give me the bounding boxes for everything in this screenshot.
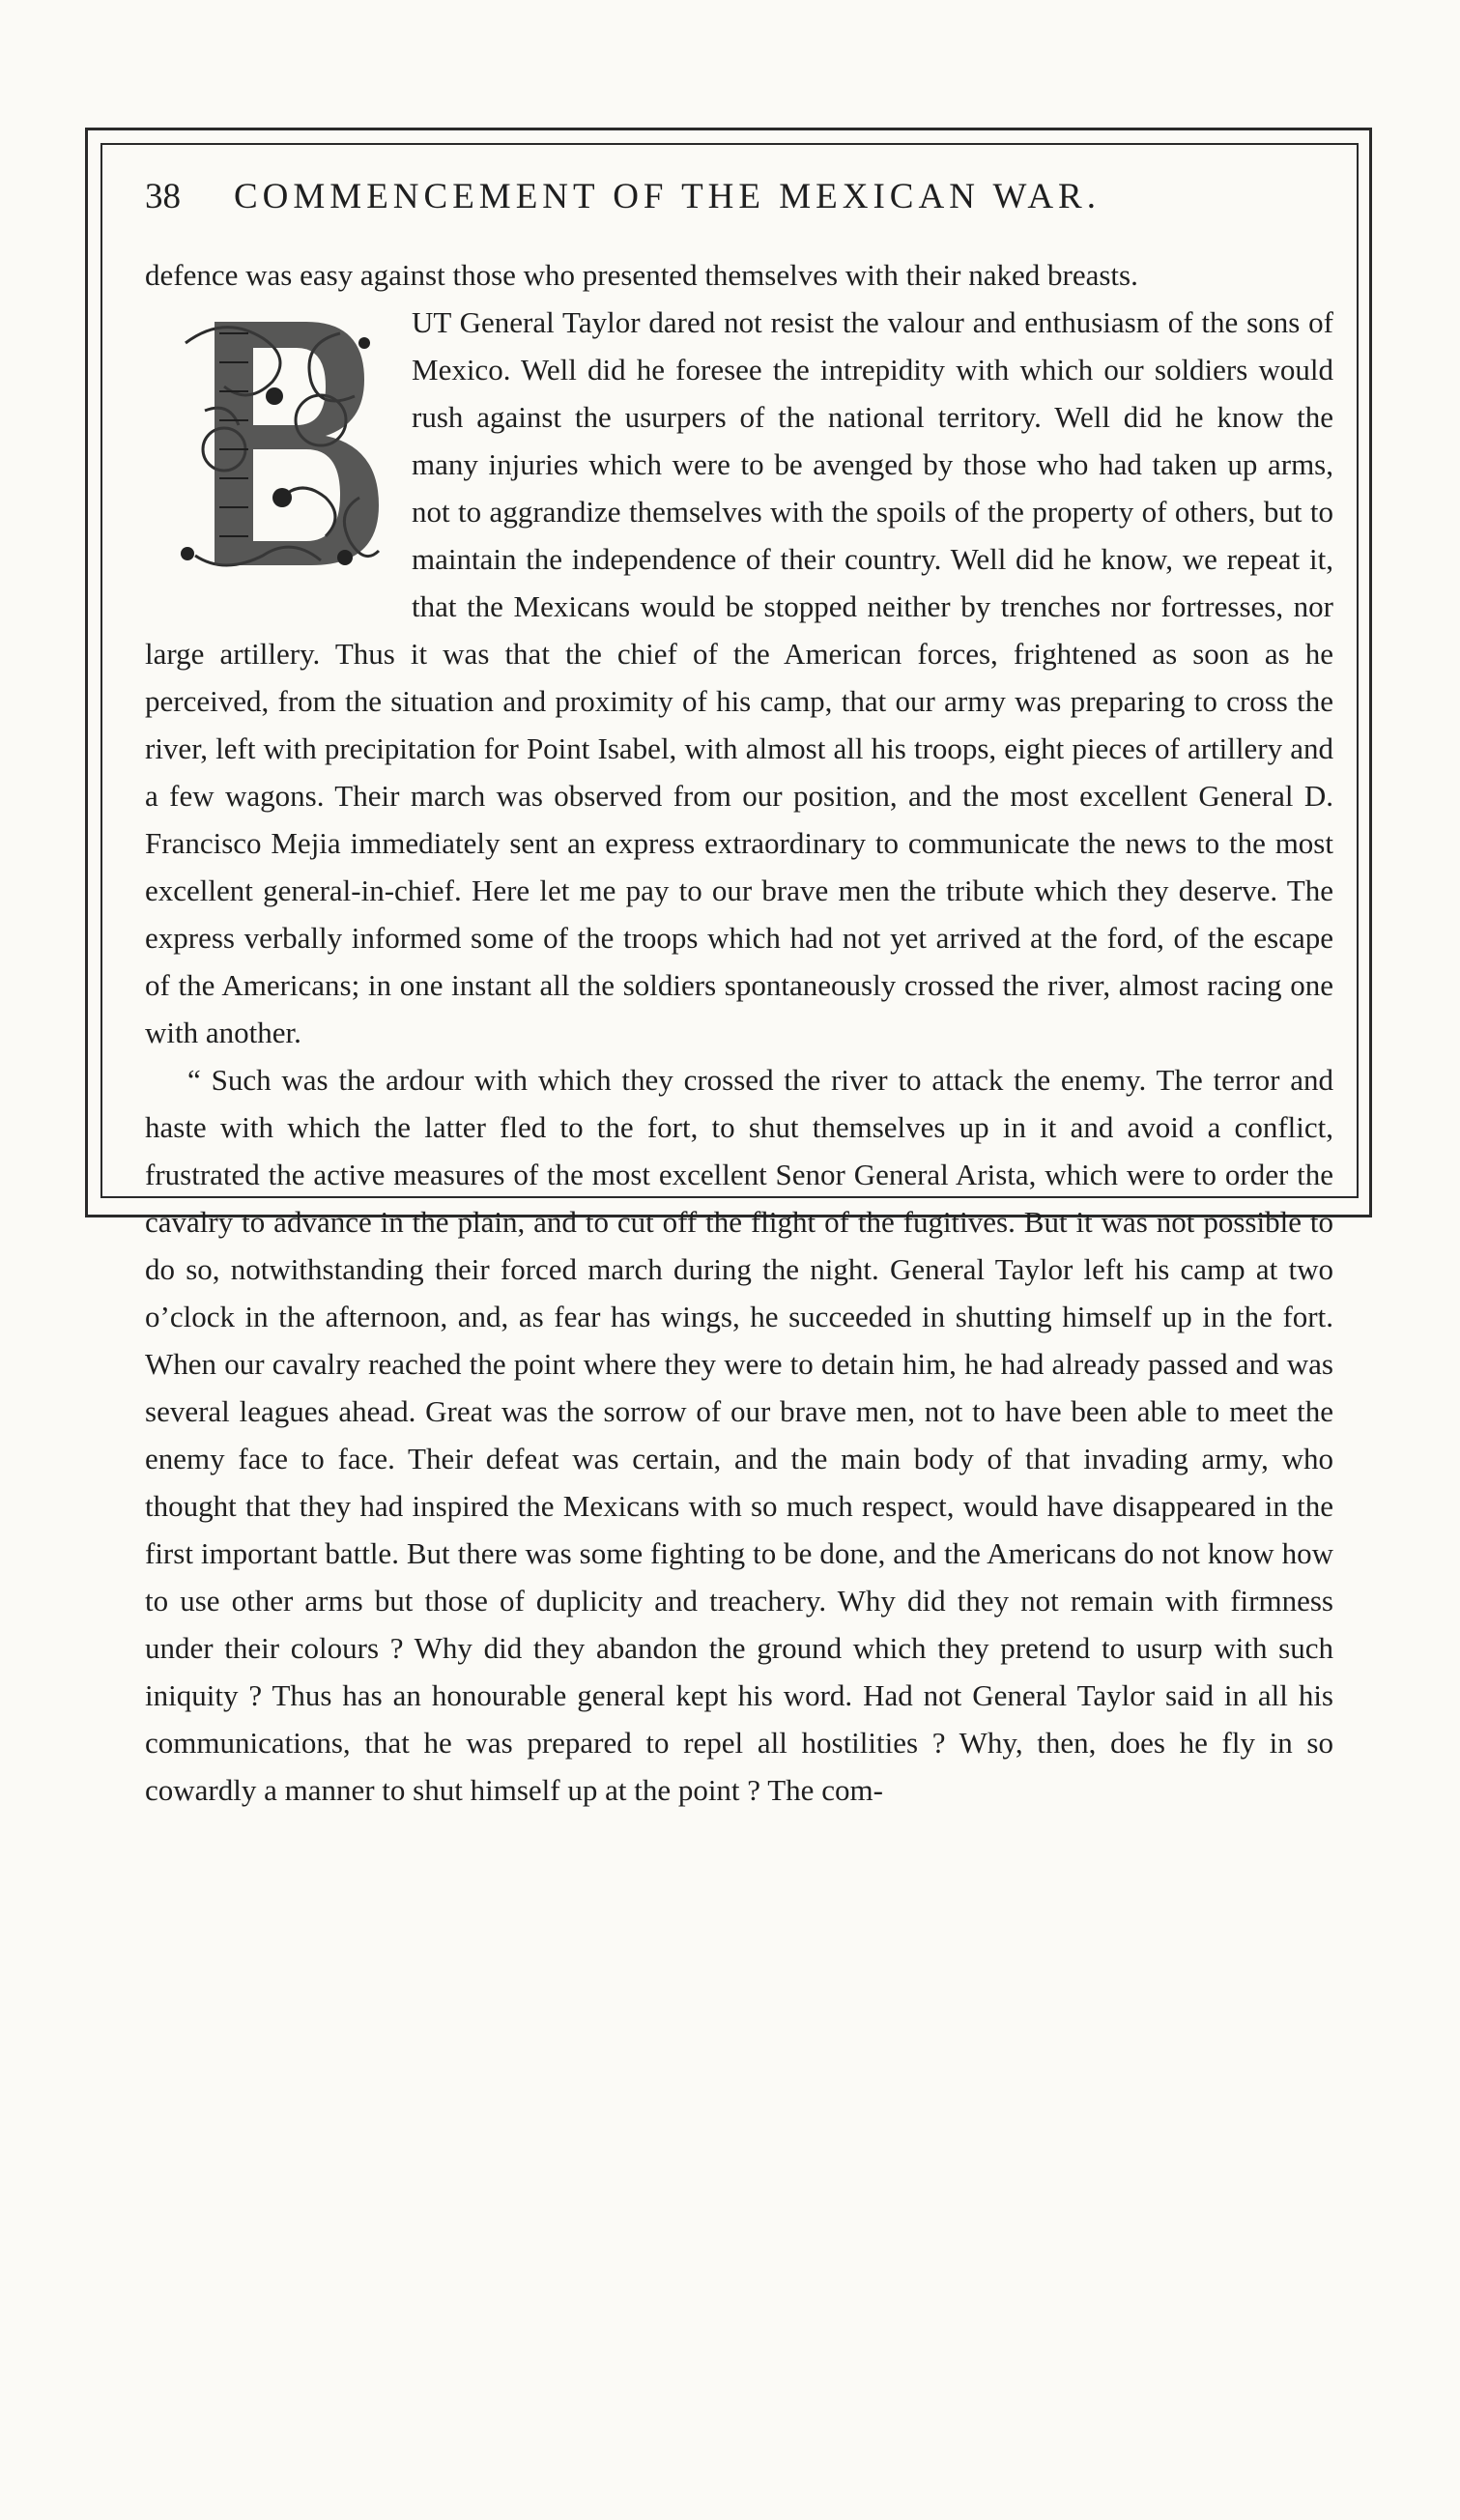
chapter-running-title: COMMENCEMENT OF THE MEXICAN WAR. [234,177,1101,216]
ornamental-initial-b-icon [166,304,390,585]
paragraph-continued: defence was easy against those who presented themselves with their naked breasts. [145,258,1138,292]
drop-cap-graphic [166,304,390,585]
paragraph-quotation: “ Such was the ardour with which they crossed the river to attack the enemy. The terror and haste with which the latter fled to the fort, to shut themselves up in it and avoid a conflict, frustrated the active measures of the most excellent Senor General Arista, which were to order the cavalry to advance in the plain, and to cut off the flight of the fugitives. But it was not possible to do so, notwithstanding their forced march during the night. General Taylor left his camp at two o’clock in the afternoon, and, as fear has wings, he succeeded in shutting himself up in the fort. When our cavalry reached the point where they were to detain him, he had already passed and was several leagues ahead. Great was the sorrow of our brave men, not to have been able to meet the enemy face to face. Their defeat was certain, and the main body of that invading army, who thought that they had inspired the Mexicans with so much respect, would have disappeared in the first important battle. But there was some fighting to be done, and the Americans do not know how to use other arms but those of duplicity and treachery. Why did they not remain with firmness under their colours ? Why did they abandon the ground which they pretend to usurp with such iniquity ? Thus has an honourable general kept his word. Had not General Taylor said in all his communications, that he was prepared to repel all hostilities ? Why, then, does he fly in so cowardly a manner to shut himself up at the point ? The com- [145,1063,1333,1807]
body-text [145,251,1333,1814]
running-head [145,176,1285,234]
page-number: 38 [145,177,181,216]
paragraph-opening: UT General Taylor dared not resist the valour and enthusiasm of the sons of Mexico. Well did he foresee the intrepidity with which our soldiers would rush against the usurpers of the national territory. Well did he know the many injuries which were to be avenged by those who had taken up arms, not to aggrandize themselves with the spoils of the property of others, but to maintain the independence of their country. Well did he know, we repeat it, that the Mexicans would be stopped neither by trenches nor fortresses, nor large artillery. Thus it was that the chief of the American forces, frightened as soon as he perceived, from the situation and proximity of his camp, that our army was preparing to cross the river, left with precipitation for Point Isabel, with almost all his troops, eight pieces of artillery and a few wagons. Their march was observed from our position, and the most excellent General D. Francisco Mejia immediately sent an express extraordinary to communicate the news to the most excellent general-in-chief. Here let me pay to our brave men the tribute which they deserve. The express verbally informed some of the troops which had not yet arrived at the ford, of the escape of the Americans; in one instant all the soldiers spontaneously crossed the river, almost racing one with another. [145,305,1333,1049]
